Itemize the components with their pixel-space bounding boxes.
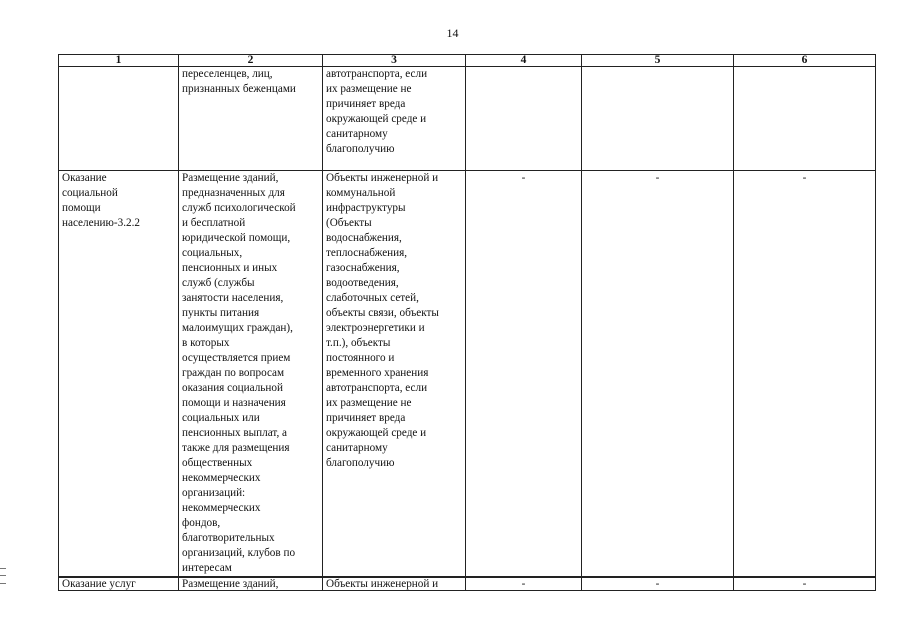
table-cell-activity bbox=[59, 67, 179, 171]
table-cell-description: Размещение зданий, предназначенных для служб психологической и бесплатной юридической помощи, социальных, пенсионных и иных служб (службы занятости населения, пункты питания малоимущих граждан), в которых осуществляется прием граждан по вопросам оказания социальной помощи и назначения социальных или пенсионных выплат, а также для размещения общественных некоммерческих организаций: некоммерческих фондов, благотворительных организаций, клубов по интересам bbox=[179, 171, 323, 578]
table-cell-auxiliary: Объекты инженерной и коммунальной инфраструктуры (Объекты водоснабжения, теплоснабжения, газоснабжения, водоотведения, слаботочных сетей, объекты связи, объекты электроэнергетики и т.п.), объекты постоянного и временного хранения автотранспорта, если их размещение не причиняет вреда окружающей среде и санитарному благополучию bbox=[323, 171, 466, 578]
table-header-row bbox=[59, 55, 876, 67]
table-row bbox=[59, 577, 876, 591]
column-header-2: 2 bbox=[179, 55, 323, 67]
table-cell-col5: - bbox=[582, 171, 734, 578]
regulations-table bbox=[58, 54, 876, 591]
table-cell-col6: - bbox=[734, 577, 876, 591]
table-cell-col6: - bbox=[734, 171, 876, 578]
table-cell-col4: - bbox=[466, 171, 582, 578]
table-cell-auxiliary: автотранспорта, если их размещение не причиняет вреда окружающей среде и санитарному благополучию bbox=[323, 67, 466, 171]
table-cell-col5 bbox=[582, 67, 734, 171]
table-row bbox=[59, 171, 876, 578]
column-header-5: 5 bbox=[582, 55, 734, 67]
table-cell-description: переселенцев, лиц, признанных беженцами bbox=[179, 67, 323, 171]
column-header-4: 4 bbox=[466, 55, 582, 67]
table-cell-col6 bbox=[734, 67, 876, 171]
table-cell-auxiliary: Объекты инженерной и bbox=[323, 577, 466, 591]
table-cell-col5: - bbox=[582, 577, 734, 591]
page-number: 14 bbox=[446, 26, 459, 40]
binding-mark-icon bbox=[0, 568, 6, 584]
table-cell-description: Размещение зданий, bbox=[179, 577, 323, 591]
table-cell-col4 bbox=[466, 67, 582, 171]
table-row bbox=[59, 67, 876, 171]
table-cell-activity: Оказание услуг bbox=[59, 577, 179, 591]
column-header-1: 1 bbox=[59, 55, 179, 67]
table-cell-col4: - bbox=[466, 577, 582, 591]
table-cell-activity: Оказание социальной помощи населению-3.2.2 bbox=[59, 171, 179, 578]
column-header-3: 3 bbox=[323, 55, 466, 67]
column-header-6: 6 bbox=[734, 55, 876, 67]
